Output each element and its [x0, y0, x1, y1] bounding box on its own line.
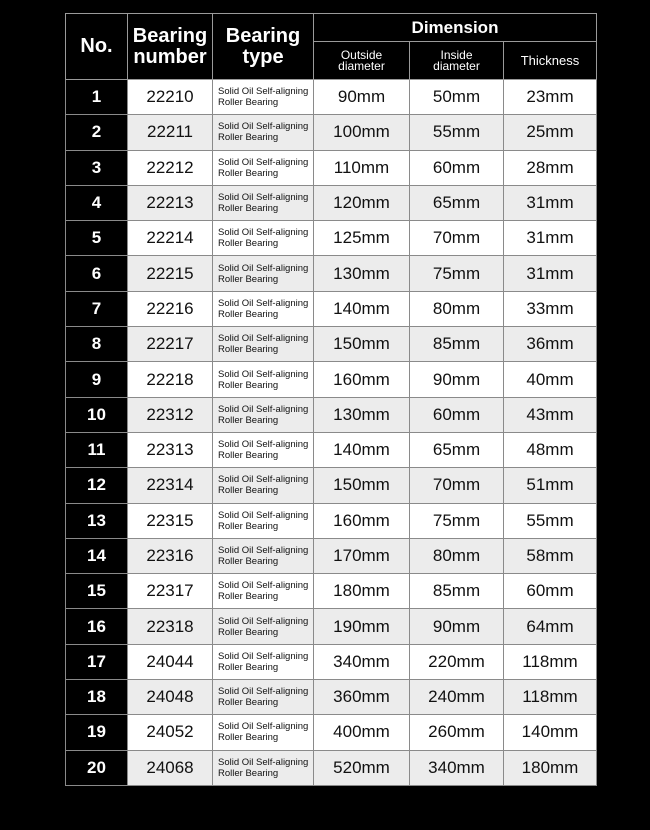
inside-diameter-cell: 85mm	[410, 574, 504, 609]
thickness-cell: 33mm	[504, 291, 597, 326]
inside-diameter-cell: 220mm	[410, 644, 504, 679]
header-inside-line1: Inside	[440, 47, 473, 62]
row-number-cell: 15	[66, 574, 128, 609]
bearing-type-line2: Roller Bearing	[218, 767, 279, 779]
row-number-cell: 3	[66, 150, 128, 185]
bearing-number-cell: 22215	[128, 256, 213, 291]
thickness-cell: 31mm	[504, 221, 597, 256]
bearing-type-cell	[213, 221, 314, 256]
bearing-type-line2: Roller Bearing	[218, 414, 279, 426]
bearing-type-line1: Solid Oil Self-aligning	[218, 580, 309, 592]
thickness-cell: 51mm	[504, 468, 597, 503]
outside-diameter-cell: 150mm	[314, 468, 410, 503]
row-number-cell: 8	[66, 327, 128, 362]
inside-diameter-cell: 85mm	[410, 327, 504, 362]
bearing-number-cell: 22217	[128, 327, 213, 362]
bearing-type-cell	[213, 609, 314, 644]
bearing-number-cell: 22318	[128, 609, 213, 644]
bearing-type-cell	[213, 327, 314, 362]
bearing-type-line2: Roller Bearing	[218, 591, 279, 603]
bearing-type-line2: Roller Bearing	[218, 132, 279, 144]
outside-diameter-cell: 360mm	[314, 680, 410, 715]
outside-diameter-cell: 100mm	[314, 115, 410, 150]
bearing-type-line1: Solid Oil Self-aligning	[218, 721, 309, 733]
row-number-cell: 16	[66, 609, 128, 644]
bearing-type-cell	[213, 680, 314, 715]
bearing-type-line1: Solid Oil Self-aligning	[218, 86, 309, 98]
header-outside-line1: Outside	[340, 47, 383, 62]
bearing-type-line1: Solid Oil Self-aligning	[218, 368, 309, 380]
bearing-type-line2: Roller Bearing	[218, 167, 279, 179]
bearing-type-line2: Roller Bearing	[218, 379, 279, 391]
row-number-cell: 11	[66, 432, 128, 467]
bearing-number-cell: 22214	[128, 221, 213, 256]
bearing-number-cell: 22213	[128, 185, 213, 220]
outside-diameter-cell: 160mm	[314, 503, 410, 538]
outside-diameter-cell: 140mm	[314, 432, 410, 467]
bearing-type-line1: Solid Oil Self-aligning	[218, 192, 309, 204]
bearing-type-line1: Solid Oil Self-aligning	[218, 509, 309, 521]
table-header	[66, 14, 597, 80]
inside-diameter-cell: 260mm	[410, 715, 504, 750]
bearing-type-line1: Solid Oil Self-aligning	[218, 227, 309, 239]
bearing-type-line1: Solid Oil Self-aligning	[218, 262, 309, 274]
row-number-cell: 2	[66, 115, 128, 150]
bearing-number-cell: 24052	[128, 715, 213, 750]
bearing-type-line2: Roller Bearing	[218, 273, 279, 285]
thickness-cell: 64mm	[504, 609, 597, 644]
thickness-cell: 55mm	[504, 503, 597, 538]
bearing-type-line2: Roller Bearing	[218, 661, 279, 673]
outside-diameter-cell: 140mm	[314, 291, 410, 326]
table-body	[66, 80, 597, 786]
inside-diameter-cell: 60mm	[410, 150, 504, 185]
thickness-cell: 180mm	[504, 750, 597, 785]
outside-diameter-cell: 150mm	[314, 327, 410, 362]
table-row	[66, 256, 597, 291]
bearing-number-cell: 22211	[128, 115, 213, 150]
bearing-number-cell: 24044	[128, 644, 213, 679]
bearing-type-cell	[213, 750, 314, 785]
thickness-cell: 58mm	[504, 538, 597, 573]
inside-diameter-cell: 90mm	[410, 609, 504, 644]
row-number-cell: 9	[66, 362, 128, 397]
inside-diameter-cell: 90mm	[410, 362, 504, 397]
table-row	[66, 115, 597, 150]
bearing-type-cell	[213, 538, 314, 573]
table-row	[66, 680, 597, 715]
table-row	[66, 397, 597, 432]
outside-diameter-cell: 190mm	[314, 609, 410, 644]
bearing-type-cell	[213, 256, 314, 291]
bearing-type-line2: Roller Bearing	[218, 238, 279, 250]
row-number-cell: 18	[66, 680, 128, 715]
inside-diameter-cell: 60mm	[410, 397, 504, 432]
row-number-cell: 7	[66, 291, 128, 326]
outside-diameter-cell: 340mm	[314, 644, 410, 679]
outside-diameter-cell: 120mm	[314, 185, 410, 220]
row-number-cell: 19	[66, 715, 128, 750]
header-inside-line2: diameter	[433, 58, 480, 73]
table-row	[66, 644, 597, 679]
bearing-type-line2: Roller Bearing	[218, 520, 279, 532]
thickness-cell: 60mm	[504, 574, 597, 609]
header-dimension: Dimension	[314, 14, 597, 42]
bearing-type-line2: Roller Bearing	[218, 732, 279, 744]
row-number-cell: 1	[66, 80, 128, 115]
inside-diameter-cell: 75mm	[410, 503, 504, 538]
bearing-type-line1: Solid Oil Self-aligning	[218, 403, 309, 415]
bearing-number-cell: 22314	[128, 468, 213, 503]
bearing-type-line1: Solid Oil Self-aligning	[218, 650, 309, 662]
header-bearing-type-line1: Bearing	[225, 24, 301, 47]
table-row	[66, 185, 597, 220]
outside-diameter-cell: 125mm	[314, 221, 410, 256]
bearing-type-cell	[213, 150, 314, 185]
table-row	[66, 750, 597, 785]
inside-diameter-cell: 55mm	[410, 115, 504, 150]
thickness-cell: 28mm	[504, 150, 597, 185]
inside-diameter-cell: 65mm	[410, 185, 504, 220]
bearing-number-cell: 24068	[128, 750, 213, 785]
bearing-spec-table	[65, 13, 597, 786]
bearing-type-line2: Roller Bearing	[218, 203, 279, 215]
bearing-number-cell: 22313	[128, 432, 213, 467]
bearing-spec-table-frame	[65, 13, 596, 783]
row-number-cell: 4	[66, 185, 128, 220]
row-number-cell: 12	[66, 468, 128, 503]
inside-diameter-cell: 70mm	[410, 468, 504, 503]
inside-diameter-cell: 80mm	[410, 538, 504, 573]
header-outside-diameter	[314, 42, 410, 80]
row-number-cell: 17	[66, 644, 128, 679]
header-bearing-type-line2: type	[242, 45, 284, 68]
inside-diameter-cell: 75mm	[410, 256, 504, 291]
bearing-type-line1: Solid Oil Self-aligning	[218, 121, 309, 133]
row-number-cell: 5	[66, 221, 128, 256]
bearing-type-line1: Solid Oil Self-aligning	[218, 686, 309, 698]
bearing-number-cell: 22316	[128, 538, 213, 573]
outside-diameter-cell: 160mm	[314, 362, 410, 397]
inside-diameter-cell: 80mm	[410, 291, 504, 326]
bearing-type-cell	[213, 468, 314, 503]
outside-diameter-cell: 400mm	[314, 715, 410, 750]
table-row	[66, 609, 597, 644]
thickness-cell: 23mm	[504, 80, 597, 115]
bearing-type-cell	[213, 574, 314, 609]
bearing-type-line2: Roller Bearing	[218, 97, 279, 109]
row-number-cell: 20	[66, 750, 128, 785]
outside-diameter-cell: 520mm	[314, 750, 410, 785]
bearing-number-cell: 22216	[128, 291, 213, 326]
bearing-type-line1: Solid Oil Self-aligning	[218, 545, 309, 556]
table-row	[66, 150, 597, 185]
thickness-cell: 48mm	[504, 432, 597, 467]
thickness-cell: 118mm	[504, 680, 597, 715]
row-number-cell: 13	[66, 503, 128, 538]
header-no: No.	[66, 14, 128, 80]
row-number-cell: 10	[66, 397, 128, 432]
inside-diameter-cell: 70mm	[410, 221, 504, 256]
table-row	[66, 327, 597, 362]
bearing-type-cell	[213, 715, 314, 750]
row-number-cell: 6	[66, 256, 128, 291]
table-row	[66, 80, 597, 115]
bearing-number-cell: 22317	[128, 574, 213, 609]
bearing-type-cell	[213, 185, 314, 220]
table-row	[66, 291, 597, 326]
bearing-type-cell	[213, 432, 314, 467]
outside-diameter-cell: 180mm	[314, 574, 410, 609]
inside-diameter-cell: 50mm	[410, 80, 504, 115]
outside-diameter-cell: 110mm	[314, 150, 410, 185]
bearing-type-line1: Solid Oil Self-aligning	[218, 756, 309, 768]
bearing-type-line2: Roller Bearing	[218, 626, 279, 638]
bearing-type-line1: Solid Oil Self-aligning	[218, 297, 309, 309]
outside-diameter-cell: 130mm	[314, 256, 410, 291]
bearing-type-line2: Roller Bearing	[218, 344, 279, 356]
table-row	[66, 538, 597, 573]
header-outside-line2: diameter	[338, 58, 385, 73]
bearing-type-line1: Solid Oil Self-aligning	[218, 474, 309, 486]
bearing-type-line2: Roller Bearing	[218, 697, 279, 709]
header-bearing-number	[128, 14, 213, 80]
table-row	[66, 221, 597, 256]
inside-diameter-cell: 340mm	[410, 750, 504, 785]
bearing-number-cell: 22312	[128, 397, 213, 432]
bearing-type-cell	[213, 644, 314, 679]
bearing-number-cell: 24048	[128, 680, 213, 715]
bearing-type-cell	[213, 397, 314, 432]
header-bearing-type	[213, 14, 314, 80]
table-row	[66, 574, 597, 609]
header-inside-diameter	[410, 42, 504, 80]
outside-diameter-cell: 130mm	[314, 397, 410, 432]
bearing-number-cell: 22210	[128, 80, 213, 115]
thickness-cell: 25mm	[504, 115, 597, 150]
table-row	[66, 715, 597, 750]
table-row	[66, 503, 597, 538]
bearing-number-cell: 22212	[128, 150, 213, 185]
table-row	[66, 432, 597, 467]
bearing-type-line1: Solid Oil Self-aligning	[218, 333, 309, 345]
bearing-type-cell	[213, 80, 314, 115]
header-thickness: Thickness	[504, 42, 597, 80]
bearing-number-cell: 22315	[128, 503, 213, 538]
outside-diameter-cell: 170mm	[314, 538, 410, 573]
thickness-cell: 118mm	[504, 644, 597, 679]
bearing-type-line1: Solid Oil Self-aligning	[218, 439, 309, 451]
bearing-type-line2: Roller Bearing	[218, 485, 279, 497]
bearing-type-line2: Roller Bearing	[218, 308, 279, 320]
thickness-cell: 140mm	[504, 715, 597, 750]
bearing-type-line1: Solid Oil Self-aligning	[218, 156, 309, 168]
bearing-type-cell	[213, 362, 314, 397]
header-bearing-number-line1: Bearing	[132, 24, 208, 47]
bearing-number-cell: 22218	[128, 362, 213, 397]
row-number-cell: 14	[66, 538, 128, 573]
inside-diameter-cell: 240mm	[410, 680, 504, 715]
thickness-cell: 40mm	[504, 362, 597, 397]
table-row	[66, 362, 597, 397]
bearing-type-line2: Roller Bearing	[218, 556, 279, 567]
table-row	[66, 468, 597, 503]
thickness-cell: 36mm	[504, 327, 597, 362]
inside-diameter-cell: 65mm	[410, 432, 504, 467]
thickness-cell: 43mm	[504, 397, 597, 432]
outside-diameter-cell: 90mm	[314, 80, 410, 115]
bearing-type-cell	[213, 291, 314, 326]
thickness-cell: 31mm	[504, 185, 597, 220]
bearing-type-line2: Roller Bearing	[218, 450, 279, 462]
thickness-cell: 31mm	[504, 256, 597, 291]
bearing-type-line1: Solid Oil Self-aligning	[218, 615, 309, 627]
bearing-type-cell	[213, 503, 314, 538]
header-bearing-number-line2: number	[133, 45, 207, 68]
bearing-type-cell	[213, 115, 314, 150]
